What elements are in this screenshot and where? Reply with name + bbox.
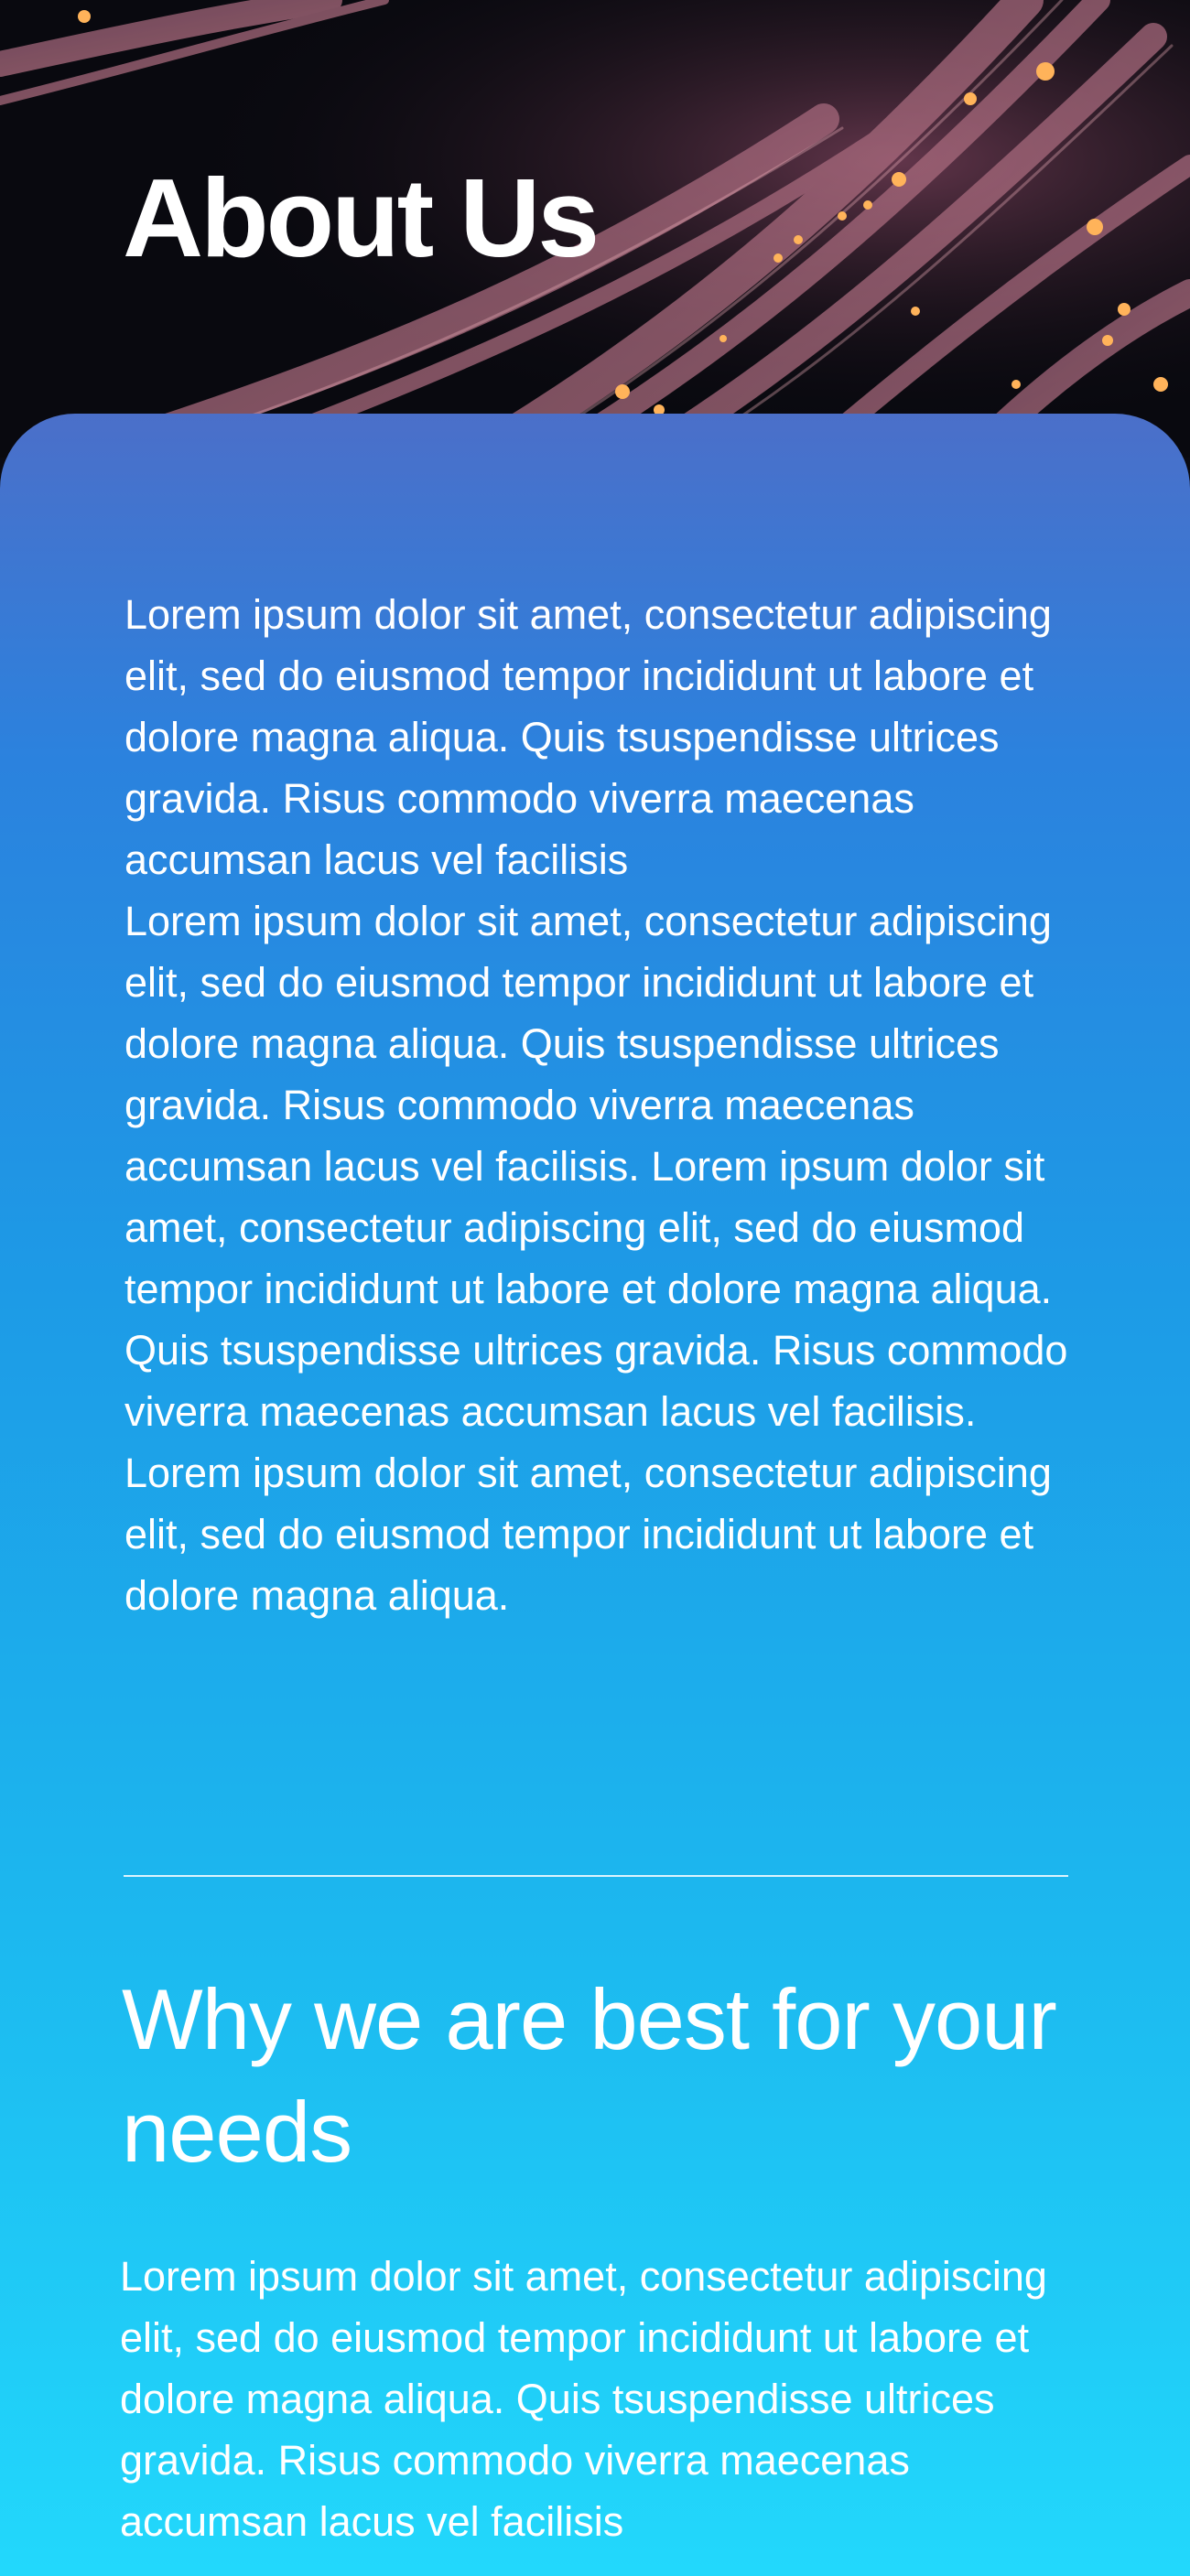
about-paragraph: Lorem ipsum dolor sit amet, consectetur adipiscing elit, sed do eiusmod tempor incididunt ut labore et dolore magna aliqua. Quis tsuspendisse ultrices gravida. Risus commodo viverra maecenas accumsan lacus vel facilisis. Lorem ipsum dolor sit amet, consectetur adipiscing elit, sed do eiusmod tempor incididunt ut labore et dolore magna aliqua. Quis tsuspendisse ultrices gravida. Risus commodo viverra maecenas accumsan lacus vel facilisis. Lorem ipsum dolor sit amet, consectetur adipiscing elit, sed do eiusmod tempor incididunt ut labore et dolore magna aliqua. bbox=[124, 898, 1068, 1619]
about-content-card bbox=[0, 414, 1190, 2576]
why-section-text: Lorem ipsum dolor sit amet, consectetur adipiscing elit, sed do eiusmod tempor incididunt ut labore et dolore magna aliqua. Quis tsuspendisse ultrices gravida. Risus commodo viverra maecenas accumsan lacus vel facilisis bbox=[120, 2253, 1047, 2545]
about-paragraph: Lorem ipsum dolor sit amet, consectetur adipiscing elit, sed do eiusmod tempor incididunt ut labore et dolore magna aliqua. Quis tsuspendisse ultrices gravida. Risus commodo viverra maecenas accumsan lacus vel facilisis bbox=[124, 591, 1052, 883]
section-divider bbox=[124, 1875, 1068, 1877]
hero-banner bbox=[0, 0, 1190, 458]
about-description bbox=[124, 584, 1076, 1626]
page-title: About Us bbox=[123, 156, 598, 280]
why-section-heading: Why we are best for your needs bbox=[122, 1971, 1056, 2180]
